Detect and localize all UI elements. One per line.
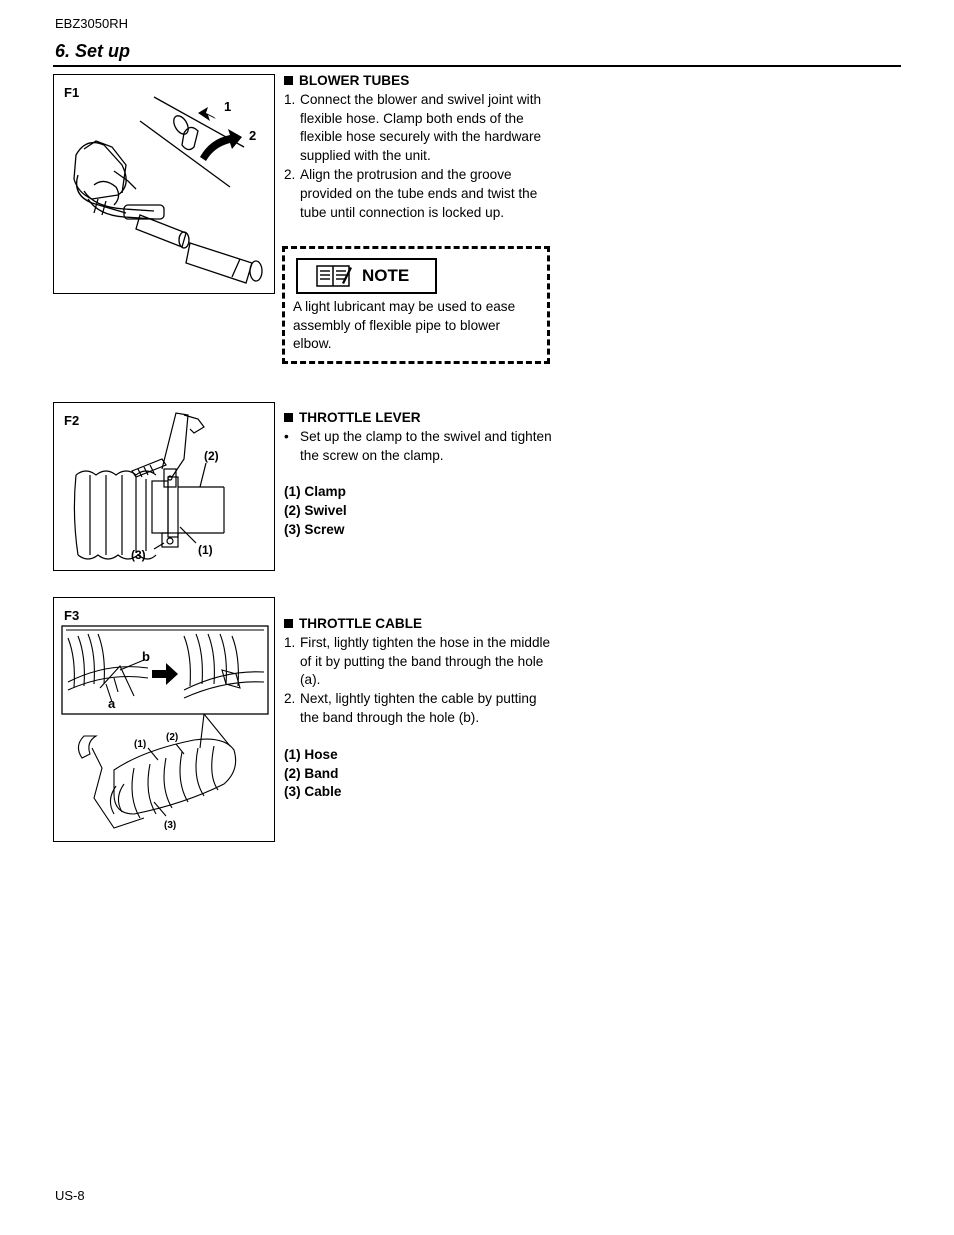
bullet-item: • Set up the clamp to the swivel and tighten the screw on the clamp. xyxy=(284,428,552,463)
throttle-cable-section xyxy=(284,615,554,802)
legend-item: (2) Band xyxy=(284,765,339,781)
f3-callout-a: a xyxy=(108,696,116,711)
note-text: A light lubricant may be used to ease assembly of flexible pipe to blower elbow. xyxy=(293,299,516,352)
f1-callout-2: 2 xyxy=(249,128,257,143)
parts-legend xyxy=(284,483,554,539)
f2-callout-3: (3) xyxy=(131,548,146,562)
steps-list xyxy=(284,634,554,728)
page-number: US-8 xyxy=(55,1188,85,1203)
f3-callout-3: (3) xyxy=(164,820,177,831)
figure-f1 xyxy=(53,74,275,294)
note-book-icon xyxy=(316,265,352,287)
f3-callout-b: b xyxy=(142,649,150,664)
f3-callout-2: (2) xyxy=(166,732,179,743)
section-heading: THROTTLE CABLE xyxy=(284,615,554,634)
throttle-lever-illustration xyxy=(54,403,274,570)
section-title: 6. Set up xyxy=(55,41,131,61)
steps-list xyxy=(284,91,554,223)
figure-label: F3 xyxy=(64,608,80,623)
f1-callout-1: 1 xyxy=(224,99,232,114)
legend-item: (1) Hose xyxy=(284,746,338,762)
figure-label: F2 xyxy=(64,413,80,428)
figure-f2 xyxy=(53,402,275,571)
f2-callout-1: (1) xyxy=(198,543,213,557)
step-item: 1. First, lightly tighten the hose in the middle of it by putting the band through the hole (a). xyxy=(284,634,551,688)
legend-item: (1) Clamp xyxy=(284,484,346,500)
section-heading: THROTTLE LEVER xyxy=(284,409,554,428)
note-title-box xyxy=(296,258,437,294)
step-item: 2. Next, lightly tighten the cable by putting the band through the hole (b). xyxy=(284,691,537,725)
legend-item: (2) Swivel xyxy=(284,503,347,519)
legend-item: (3) Screw xyxy=(284,521,345,537)
f3-callout-1: (1) xyxy=(134,739,147,750)
note-title: NOTE xyxy=(362,266,410,285)
throttle-lever-section xyxy=(284,409,554,540)
blower-tubes-illustration xyxy=(54,75,274,293)
header-rule xyxy=(53,65,901,67)
square-bullet-icon xyxy=(284,76,293,85)
note-box xyxy=(282,246,550,364)
blower-tubes-section xyxy=(284,72,554,222)
bullet-list xyxy=(284,428,554,466)
step-item: 1. Connect the blower and swivel joint with flexible hose. Clamp both ends of the flexible hose securely with the hardware supplied with the unit. xyxy=(284,91,542,164)
figure-label: F1 xyxy=(64,85,80,100)
f2-callout-2: (2) xyxy=(204,449,219,463)
parts-legend xyxy=(284,746,554,802)
model-number: EBZ3050RH xyxy=(55,16,128,31)
throttle-cable-illustration xyxy=(54,598,274,841)
section-heading: BLOWER TUBES xyxy=(284,72,554,91)
figure-f3 xyxy=(53,597,275,842)
square-bullet-icon xyxy=(284,413,293,422)
square-bullet-icon xyxy=(284,619,293,628)
legend-item: (3) Cable xyxy=(284,784,342,800)
step-item: 2. Align the protrusion and the groove provided on the tube ends and twist the tube until connection is locked up. xyxy=(284,166,538,220)
